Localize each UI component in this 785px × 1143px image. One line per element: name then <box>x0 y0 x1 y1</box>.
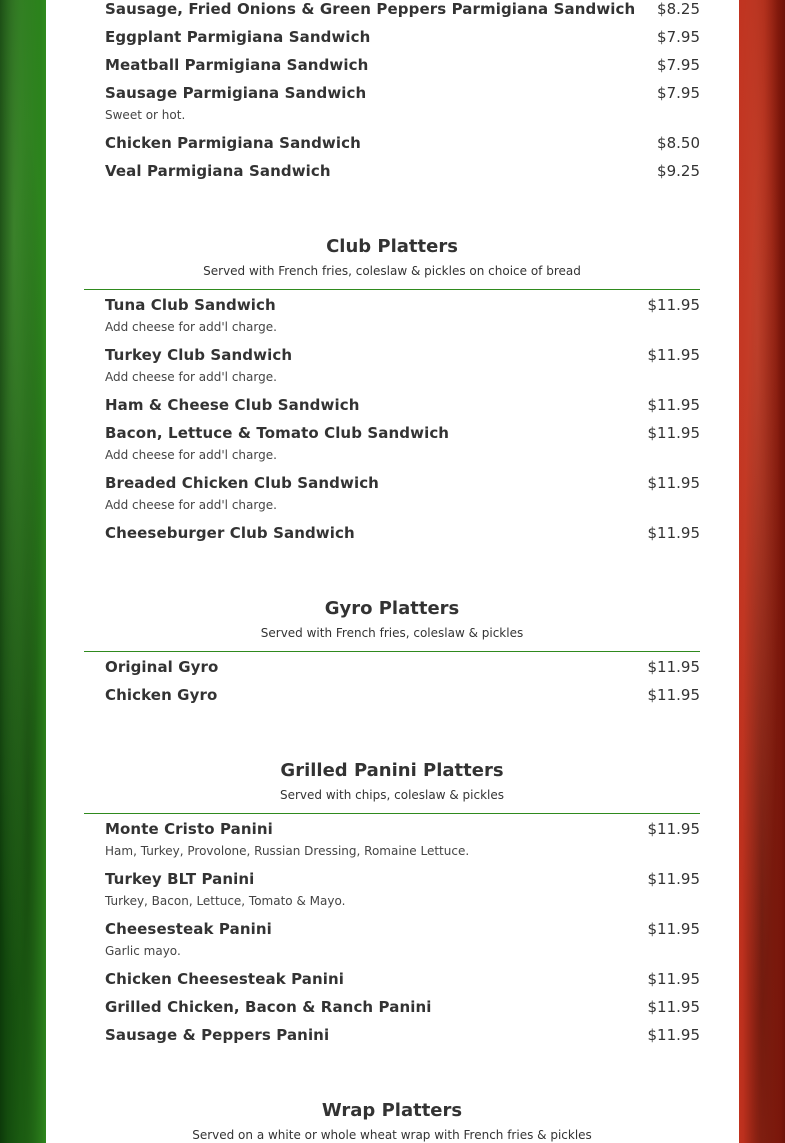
menu-item[interactable] <box>105 658 700 676</box>
menu-item[interactable] <box>105 920 700 958</box>
item-price: $11.95 <box>647 870 700 888</box>
item-name: Meatball Parmigiana Sandwich <box>105 56 369 74</box>
item-price: $11.95 <box>647 424 700 442</box>
item-name: Original Gyro <box>105 658 219 676</box>
item-price: $11.95 <box>647 346 700 364</box>
menu-item[interactable] <box>105 346 700 384</box>
menu-item[interactable] <box>105 1026 700 1044</box>
menu-item[interactable] <box>105 524 700 542</box>
item-price: $7.95 <box>657 28 700 46</box>
section-title: Wrap Platters <box>321 1100 463 1121</box>
menu-item[interactable] <box>105 396 700 414</box>
menu-item[interactable] <box>105 0 700 18</box>
item-name: Cheesesteak Panini <box>105 920 272 938</box>
item-description: Ham, Turkey, Provolone, Russian Dressing, Romaine Lettuce. <box>105 844 470 858</box>
green-textured-border <box>0 0 46 1143</box>
menu-item[interactable] <box>105 134 700 152</box>
section-title: Club Platters <box>326 236 458 257</box>
item-description: Garlic mayo. <box>105 944 181 958</box>
item-name: Ham & Cheese Club Sandwich <box>105 396 360 414</box>
section-subtitle: Served on a white or whole wheat wrap with French fries & pickles <box>192 1128 592 1142</box>
menu-item[interactable] <box>105 162 700 180</box>
item-name: Grilled Chicken, Bacon & Ranch Panini <box>105 998 432 1016</box>
menu-item[interactable] <box>105 28 700 46</box>
item-description: Add cheese for add'l charge. <box>105 498 277 512</box>
item-name: Chicken Parmigiana Sandwich <box>105 134 361 152</box>
menu-item[interactable] <box>105 820 700 858</box>
item-description: Add cheese for add'l charge. <box>105 320 277 334</box>
item-price: $11.95 <box>647 396 700 414</box>
item-price: $7.95 <box>657 84 700 102</box>
item-name: Sausage Parmigiana Sandwich <box>105 84 367 102</box>
menu-item[interactable] <box>105 686 700 704</box>
item-name: Cheeseburger Club Sandwich <box>105 524 355 542</box>
item-name: Eggplant Parmigiana Sandwich <box>105 28 371 46</box>
item-name: Monte Cristo Panini <box>105 820 273 838</box>
item-price: $11.95 <box>647 970 700 988</box>
section-divider <box>84 651 700 652</box>
item-name: Veal Parmigiana Sandwich <box>105 162 331 180</box>
item-price: $11.95 <box>647 820 700 838</box>
menu-item[interactable] <box>105 296 700 334</box>
item-name: Bacon, Lettuce & Tomato Club Sandwich <box>105 424 450 442</box>
item-price: $11.95 <box>647 686 700 704</box>
item-description: Turkey, Bacon, Lettuce, Tomato & Mayo. <box>105 894 346 908</box>
item-price: $9.25 <box>657 162 700 180</box>
item-name: Tuna Club Sandwich <box>105 296 276 314</box>
item-price: $11.95 <box>647 998 700 1016</box>
item-price: $11.95 <box>647 1026 700 1044</box>
menu-item[interactable] <box>105 424 700 462</box>
item-name: Sausage & Peppers Panini <box>105 1026 330 1044</box>
section-subtitle: Served with chips, coleslaw & pickles <box>279 788 505 802</box>
item-name: Sausage, Fried Onions & Green Peppers Parmigiana Sandwich <box>105 0 636 18</box>
section-divider <box>84 289 700 290</box>
item-name: Chicken Gyro <box>105 686 218 704</box>
item-description: Add cheese for add'l charge. <box>105 370 277 384</box>
item-name: Turkey BLT Panini <box>105 870 255 888</box>
item-name: Breaded Chicken Club Sandwich <box>105 474 379 492</box>
menu-item[interactable] <box>105 56 700 74</box>
item-description: Add cheese for add'l charge. <box>105 448 277 462</box>
item-price: $11.95 <box>647 474 700 492</box>
section-subtitle: Served with French fries, coleslaw & pickles <box>260 626 524 640</box>
menu-item[interactable] <box>105 970 700 988</box>
item-price: $11.95 <box>647 658 700 676</box>
section-title: Gyro Platters <box>324 598 460 619</box>
item-description: Sweet or hot. <box>105 108 186 122</box>
item-price: $8.50 <box>657 134 700 152</box>
item-price: $11.95 <box>647 920 700 938</box>
item-price: $7.95 <box>657 56 700 74</box>
menu-item[interactable] <box>105 998 700 1016</box>
section-subtitle: Served with French fries, coleslaw & pickles on choice of bread <box>203 264 581 278</box>
item-price: $11.95 <box>647 296 700 314</box>
item-price: $11.95 <box>647 524 700 542</box>
menu-item[interactable] <box>105 84 700 122</box>
item-name: Turkey Club Sandwich <box>105 346 293 364</box>
item-name: Chicken Cheesesteak Panini <box>105 970 345 988</box>
item-price: $8.25 <box>657 0 700 18</box>
menu-item[interactable] <box>105 870 700 908</box>
section-title: Grilled Panini Platters <box>280 760 504 781</box>
section-divider <box>84 813 700 814</box>
red-textured-border <box>739 0 785 1143</box>
menu-item[interactable] <box>105 474 700 512</box>
